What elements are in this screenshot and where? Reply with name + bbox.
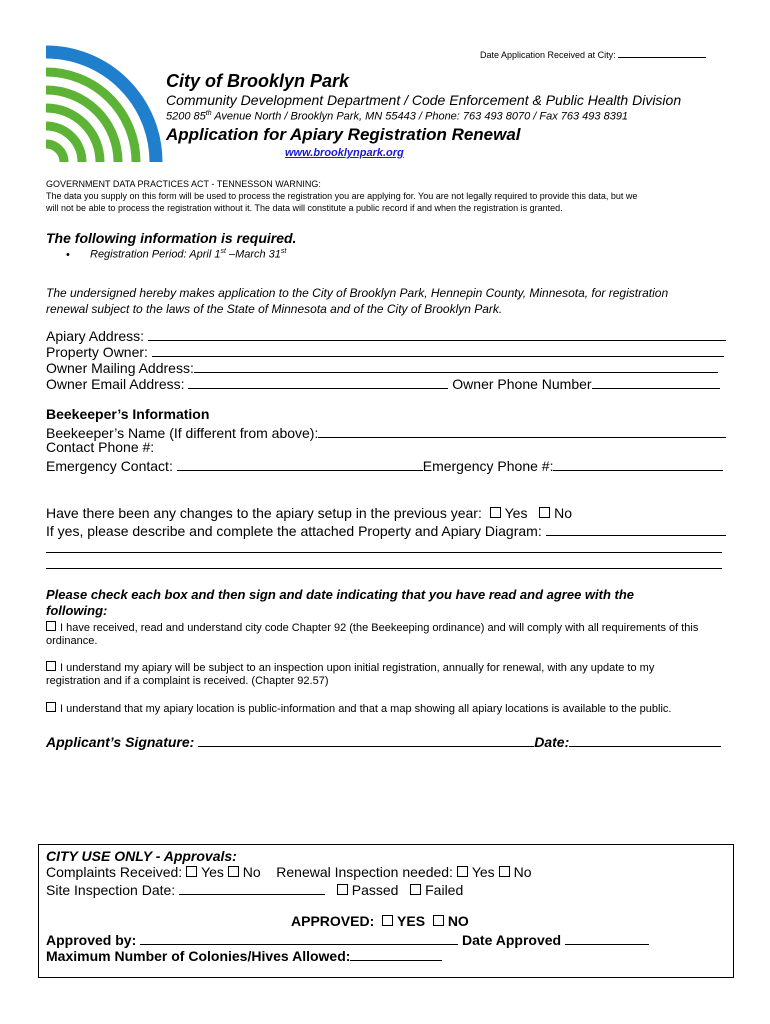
mailing-address-label: Owner Mailing Address:	[46, 360, 194, 376]
agreement-1-line-2: ordinance.	[46, 635, 98, 647]
signature-line[interactable]	[198, 732, 534, 747]
agreement-2-checkbox[interactable]	[46, 661, 56, 671]
renewal-yes-checkbox[interactable]	[457, 866, 468, 877]
site-inspection-label: Site Inspection Date:	[46, 882, 176, 898]
city-address	[166, 110, 628, 123]
changes-no-checkbox[interactable]	[539, 507, 550, 518]
agreement-item-1[interactable]	[46, 621, 698, 634]
signature-date-label: Date:	[534, 734, 570, 750]
emergency-contact-label: Emergency Contact:	[46, 458, 173, 474]
property-owner-label: Property Owner:	[46, 344, 148, 360]
signature-date-line[interactable]	[569, 732, 721, 747]
changes-yes-label: Yes	[504, 505, 528, 521]
email-address-line[interactable]	[188, 374, 448, 389]
complaints-label: Complaints Received:	[46, 864, 183, 880]
changes-yes-checkbox[interactable]	[490, 507, 501, 518]
complaints-row	[46, 864, 531, 880]
failed-label: Failed	[425, 882, 464, 898]
address-text-rest: Avenue North / Brooklyn Park, MN 55443 / Phone: 763 493 8070 / Fax 763 493 8391	[211, 110, 629, 123]
signature-row[interactable]	[46, 732, 721, 750]
changes-describe-line[interactable]	[546, 521, 726, 536]
max-colonies-line[interactable]	[350, 946, 442, 961]
date-approved-label: Date Approved	[462, 932, 562, 948]
beekeeper-heading: Beekeeper’s Information	[46, 406, 210, 422]
apiary-address-line[interactable]	[148, 326, 726, 341]
describe-line-3[interactable]	[46, 568, 722, 569]
agreement-1-text: I have received, read and understand city code Chapter 92 (the Beekeeping ordinance) and will comply with all requirements of this	[60, 622, 699, 634]
declaration-line-1: The undersigned hereby makes application to the City of Brooklyn Park, Hennepin County, Minnesota, for registration	[46, 286, 669, 300]
department-name: Community Development Department / Code Enforcement & Public Health Division	[166, 92, 682, 108]
beekeeper-name-line[interactable]	[318, 423, 726, 438]
website-link[interactable]: www.brooklynpark.org	[285, 147, 404, 159]
owner-phone-label: Owner Phone Number	[452, 376, 592, 392]
owner-phone-line[interactable]	[592, 374, 720, 389]
complaints-no-checkbox[interactable]	[228, 866, 239, 877]
property-owner-line[interactable]	[152, 342, 724, 357]
agreement-heading-2: following:	[46, 603, 108, 618]
address-text: 5200 85	[166, 110, 206, 123]
warning-line-1: The data you supply on this form will be used to process the registration you are applying for. You are not legally required to provide this data, but we	[46, 191, 638, 201]
renewal-yes-label: Yes	[471, 864, 495, 880]
renewal-inspection-label: Renewal Inspection needed:	[276, 864, 453, 880]
registration-period	[90, 248, 286, 261]
date-approved-line[interactable]	[565, 930, 649, 945]
renewal-no-label: No	[513, 864, 532, 880]
approved-no-checkbox[interactable]	[433, 915, 444, 926]
contact-phone-label: Contact Phone #:	[46, 439, 155, 455]
required-heading: The following information is required.	[46, 230, 297, 246]
failed-checkbox[interactable]	[410, 884, 421, 895]
mailing-address-line[interactable]	[194, 358, 718, 373]
approved-label: APPROVED:	[291, 913, 375, 929]
city-logo	[38, 44, 163, 169]
max-colonies-row	[46, 946, 442, 964]
agreement-heading-1: Please check each box and then sign and date indicating that you have read and agree with the	[46, 587, 635, 602]
beekeeper-name-label: Beekeeper’s Name (If different from above):	[46, 425, 319, 441]
agreement-1-checkbox[interactable]	[46, 621, 56, 631]
period-sup-1: st	[220, 248, 226, 255]
period-text: Registration Period: April 1	[90, 248, 221, 261]
emergency-phone-label: Emergency Phone #:	[422, 458, 554, 474]
warning-title: GOVERNMENT DATA PRACTICES ACT - TENNESSON WARNING:	[46, 179, 321, 189]
renewal-no-checkbox[interactable]	[499, 866, 510, 877]
agreement-2-text: I understand my apiary will be subject to an inspection upon initial registration, annually for renewal, with any update to my	[60, 662, 655, 674]
changes-describe-label: If yes, please describe and complete the attached Property and Apiary Diagram:	[46, 523, 542, 539]
form-title: Application for Apiary Registration Renewal	[166, 125, 521, 144]
passed-label: Passed	[351, 882, 399, 898]
changes-question	[46, 505, 572, 521]
changes-no-label: No	[554, 505, 573, 521]
complaints-yes-checkbox[interactable]	[186, 866, 197, 877]
agreement-item-3[interactable]	[46, 702, 671, 715]
site-inspection-row	[46, 880, 463, 898]
signature-label: Applicant’s Signature:	[46, 734, 195, 750]
emergency-contact-line[interactable]	[177, 456, 423, 471]
date-received-field[interactable]	[480, 47, 706, 60]
date-received-label: Date Application Received at City:	[480, 50, 616, 60]
approved-by-line[interactable]	[140, 930, 458, 945]
warning-line-2: will not be able to process the registration without it. The data will constitute a public record if and when the registration is granted.	[46, 203, 563, 213]
approved-row	[291, 913, 469, 929]
passed-checkbox[interactable]	[337, 884, 348, 895]
email-address-field[interactable]	[46, 374, 720, 392]
declaration-line-2: renewal subject to the laws of the State of Minnesota and of the City of Brooklyn Park.	[46, 302, 503, 316]
max-colonies-label: Maximum Number of Colonies/Hives Allowed:	[46, 948, 351, 964]
complaints-yes-label: Yes	[201, 864, 224, 880]
bullet: •	[66, 249, 70, 261]
period-sup-2: st	[280, 248, 287, 255]
changes-question-label: Have there been any changes to the apiary setup in the previous year:	[46, 505, 482, 521]
site-inspection-line[interactable]	[179, 880, 325, 895]
email-address-label: Owner Email Address:	[46, 376, 185, 392]
date-received-line[interactable]	[618, 47, 706, 58]
contact-phone-field[interactable]	[46, 439, 154, 455]
city-use-heading: CITY USE ONLY - Approvals:	[46, 848, 237, 864]
agreement-item-2[interactable]	[46, 661, 654, 674]
approved-no-label: NO	[447, 913, 469, 929]
address-sup: th	[205, 110, 212, 117]
agreement-2-line-2: registration and if a complaint is received. (Chapter 92.57)	[46, 675, 329, 687]
emergency-phone-line[interactable]	[553, 456, 723, 471]
approved-by-label: Approved by:	[46, 932, 137, 948]
approved-yes-label: YES	[397, 913, 426, 929]
apiary-address-label: Apiary Address:	[46, 328, 145, 344]
period-text-2: –March 31	[225, 248, 281, 261]
complaints-no-label: No	[242, 864, 261, 880]
agreement-3-checkbox[interactable]	[46, 702, 56, 712]
agreement-3-text: I understand that my apiary location is public-information and that a map showing all apiary locations is available to the public.	[60, 703, 672, 715]
describe-line-2[interactable]	[46, 552, 722, 553]
changes-describe-field[interactable]	[46, 521, 726, 539]
approved-yes-checkbox[interactable]	[382, 915, 393, 926]
city-name: City of Brooklyn Park	[166, 71, 350, 91]
emergency-contact-field[interactable]	[46, 456, 723, 474]
